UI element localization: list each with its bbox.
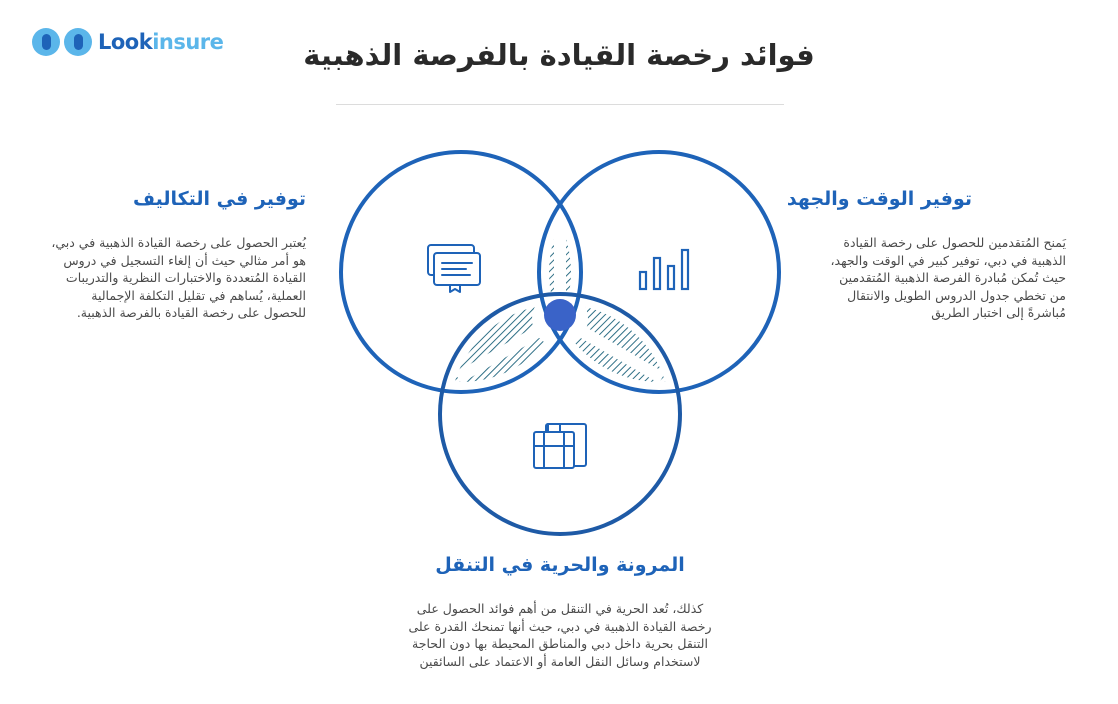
paragraph-line: يَمنح المُتقدمين للحصول على رخصة القيادة xyxy=(843,235,1066,250)
paragraph-line: مُباشرةً إلى اختبار الطريق xyxy=(931,305,1066,320)
certificate-icon xyxy=(428,245,480,292)
heading-cost-saving: توفير في التكاليف xyxy=(132,188,306,210)
paragraph-line: الذهبية في دبي، توفير كبير في الوقت والجهد، xyxy=(830,252,1066,268)
paragraph-line: القيادة المُتعددة والاختبارات النظرية والتدريبات xyxy=(65,270,306,285)
paragraph-line: لاستخدام وسائل النقل العامة أو الاعتماد على السائقين xyxy=(419,653,701,669)
page-title: فوائد رخصة القيادة بالفرصة الذهبية xyxy=(303,38,815,72)
heading-time-effort: توفير الوقت والجهد xyxy=(786,188,972,210)
paragraph-line: التنقل بحرية داخل دبي والمناطق المحيطة بها دون الحاجة xyxy=(412,636,708,651)
paragraph-line: حيث تُمكن مُبادرة الفرصة الذهبية المُتقدمين xyxy=(839,270,1066,285)
bar-chart-icon xyxy=(640,250,688,289)
heading-mobility-freedom: المرونة والحرية في التنقل xyxy=(435,554,685,576)
paragraph-line: العملية، يُساهم في تقليل التكلفة الإجمالية xyxy=(91,287,306,303)
center-dot xyxy=(544,299,576,331)
logo-text-look: Look xyxy=(98,30,153,54)
paragraph-line: يُعتبر الحصول على رخصة القيادة الذهبية في دبي، xyxy=(51,235,306,250)
paragraph-line: رخصة القيادة الذهبية في دبي، حيث أنها تمنحك القدرة على xyxy=(408,618,712,634)
luggage-icon xyxy=(534,424,586,468)
paragraph-line: من تخطي جدول الدروس الطويل والانتقال xyxy=(847,287,1066,303)
logo-text-insure: insure xyxy=(152,30,224,54)
paragraph-line: هو أمر مثالي حيث أن إلغاء التسجيل في دروس xyxy=(63,252,306,268)
paragraph-line: للحصول على رخصة القيادة بالفرصة الذهبية. xyxy=(76,305,306,320)
paragraph-line: كذلك، تُعد الحرية في التنقل من أهم فوائد الحصول على xyxy=(416,601,704,616)
